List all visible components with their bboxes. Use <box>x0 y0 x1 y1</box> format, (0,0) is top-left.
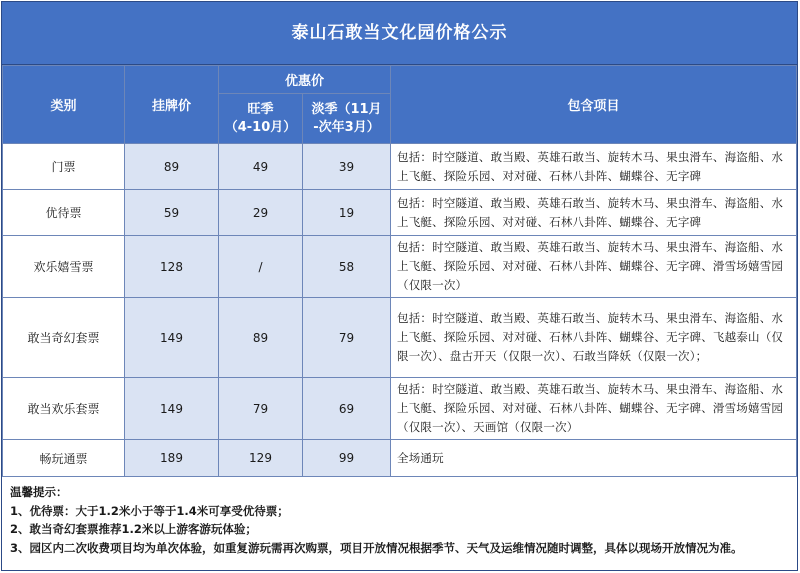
page-title: 泰山石敢当文化园价格公示 <box>2 2 797 65</box>
row-peak-price: 129 <box>219 440 303 477</box>
row-name: 敢当欢乐套票 <box>3 378 125 440</box>
row-name: 敢当奇幻套票 <box>3 298 125 378</box>
header-discount: 优惠价 <box>219 66 391 94</box>
note-line-2: 2、敢当奇幻套票推荐1.2米以上游客游玩体验； <box>10 522 257 536</box>
row-name: 门票 <box>3 144 125 190</box>
row-items: 包括：时空隧道、敢当殿、英雄石敢当、旋转木马、果虫滑车、海盗船、水上飞艇、探险乐园、对对碰、石林八卦阵、蝴蝶谷、无字碑 <box>391 144 797 190</box>
row-list-price: 89 <box>125 144 219 190</box>
row-off-price: 69 <box>303 378 391 440</box>
header-category: 类别 <box>3 66 125 144</box>
note-line-3: 3、园区内二次收费项目均为单次体验，如重复游玩需再次购票，项目开放情况根据季节、天气及运维情况随时调整，具体以现场开放情况为准。 <box>10 540 743 555</box>
row-name: 畅玩通票 <box>3 440 125 477</box>
row-peak-price: 79 <box>219 378 303 440</box>
header-off-line2: -次年3月） <box>313 119 380 135</box>
row-list-price: 59 <box>125 190 219 236</box>
row-name: 优待票 <box>3 190 125 236</box>
notes-section <box>2 477 797 557</box>
price-table <box>2 65 797 477</box>
table-row <box>3 190 797 236</box>
price-sheet <box>1 1 798 571</box>
header-list-price: 挂牌价 <box>125 66 219 144</box>
row-peak-price: 89 <box>219 298 303 378</box>
table-row <box>3 378 797 440</box>
note-line-1: 1、优待票：大于1.2米小于等于1.4米可享受优待票； <box>10 503 289 518</box>
row-peak-price: / <box>219 236 303 298</box>
header-peak-line1: 旺季 <box>247 101 274 117</box>
row-list-price: 149 <box>125 378 219 440</box>
row-off-price: 79 <box>303 298 391 378</box>
header-off-line1: 淡季（11月 <box>311 101 382 117</box>
row-peak-price: 49 <box>219 144 303 190</box>
row-off-price: 39 <box>303 144 391 190</box>
row-items: 包括：时空隧道、敢当殿、英雄石敢当、旋转木马、果虫滑车、海盗船、水上飞艇、探险乐园、对对碰、石林八卦阵、蝴蝶谷、无字碑、飞越泰山（仅限一次）、盘古开天（仅限一次）、石敢当降妖（仅限一次）； <box>391 298 797 378</box>
row-peak-price: 29 <box>219 190 303 236</box>
header-peak-season <box>219 94 303 144</box>
row-items: 包括：时空隧道、敢当殿、英雄石敢当、旋转木马、果虫滑车、海盗船、水上飞艇、探险乐园、对对碰、石林八卦阵、蝴蝶谷、无字碑、滑雪场嬉雪园（仅限一次） <box>391 236 797 298</box>
row-name: 欢乐嬉雪票 <box>3 236 125 298</box>
row-list-price: 189 <box>125 440 219 477</box>
row-items: 全场通玩 <box>391 440 797 477</box>
header-items: 包含项目 <box>391 66 797 144</box>
table-row <box>3 236 797 298</box>
table-row <box>3 144 797 190</box>
row-items: 包括：时空隧道、敢当殿、英雄石敢当、旋转木马、果虫滑车、海盗船、水上飞艇、探险乐园、对对碰、石林八卦阵、蝴蝶谷、无字碑 <box>391 190 797 236</box>
row-list-price: 149 <box>125 298 219 378</box>
row-items: 包括：时空隧道、敢当殿、英雄石敢当、旋转木马、果虫滑车、海盗船、水上飞艇、探险乐园、对对碰、石林八卦阵、蝴蝶谷、无字碑、滑雪场嬉雪园（仅限一次）、天画馆（仅限一次） <box>391 378 797 440</box>
row-list-price: 128 <box>125 236 219 298</box>
row-off-price: 19 <box>303 190 391 236</box>
header-off-season <box>303 94 391 144</box>
notes-heading: 温馨提示： <box>10 485 68 499</box>
header-peak-line2: （4-10月） <box>224 119 297 135</box>
row-off-price: 99 <box>303 440 391 477</box>
table-row <box>3 298 797 378</box>
table-row <box>3 440 797 477</box>
row-off-price: 58 <box>303 236 391 298</box>
